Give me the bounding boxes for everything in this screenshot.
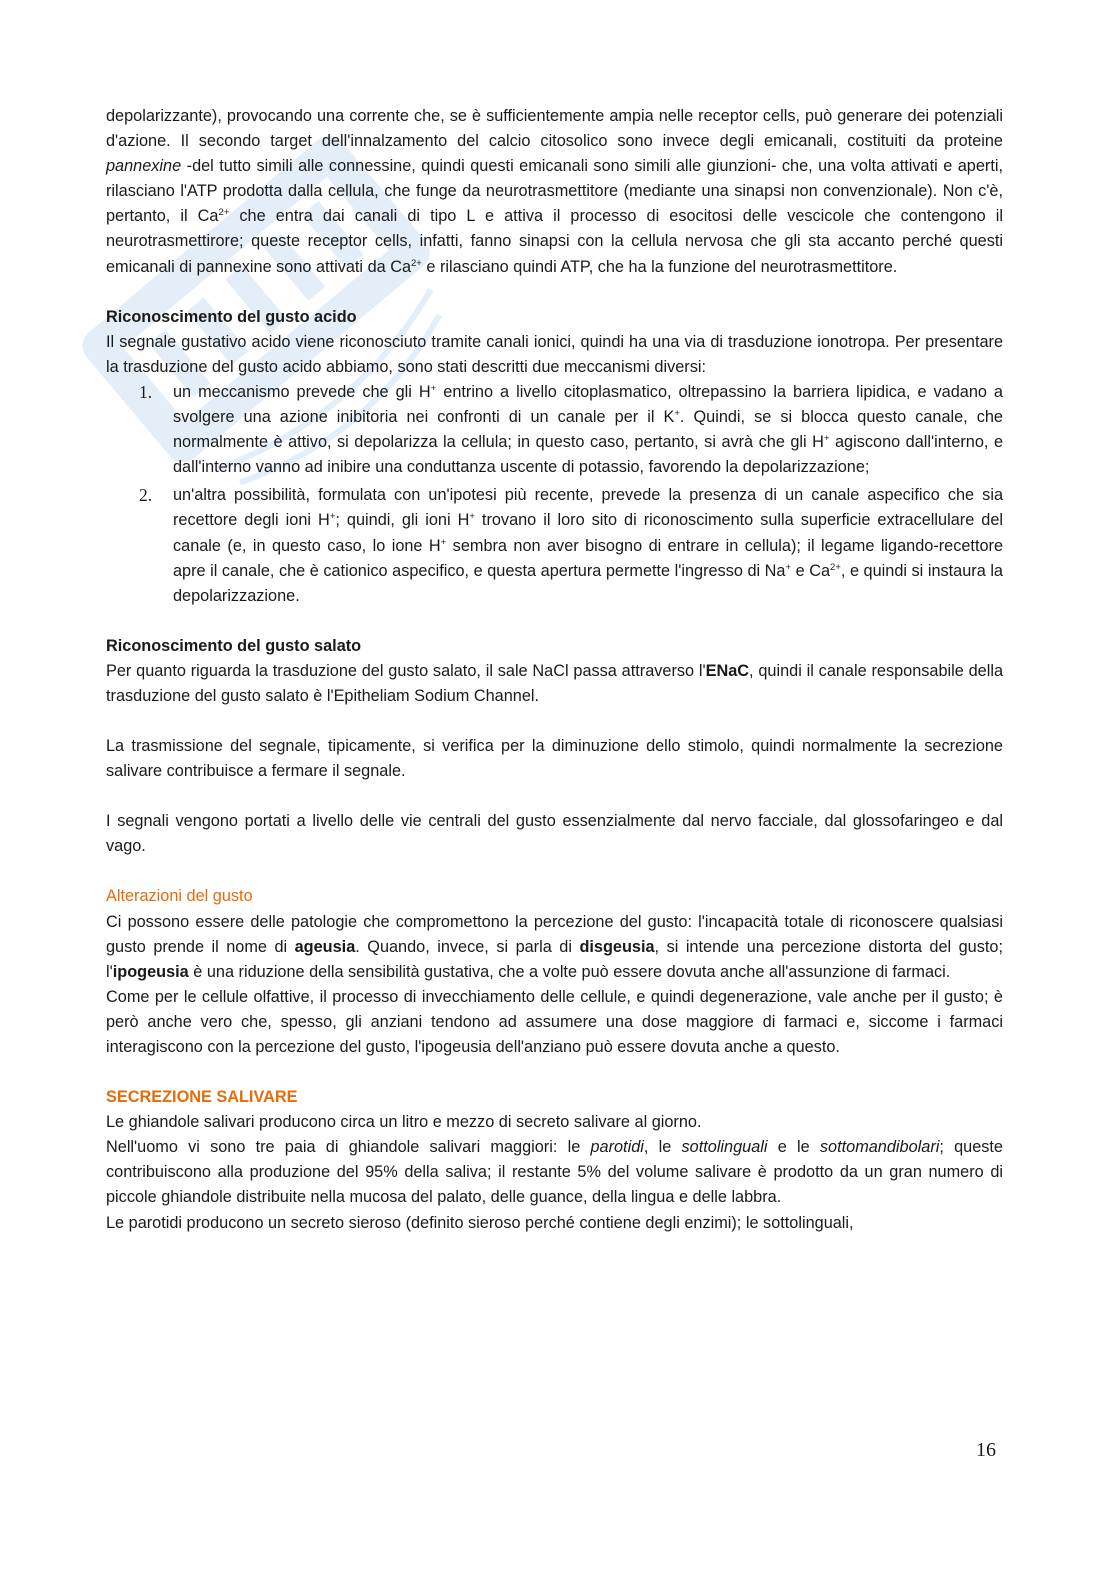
heading-alterazioni: Alterazioni del gusto [106, 887, 253, 906]
intro-paragraph: depolarizzante), provocando una corrente che, se è sufficientemente ampia nelle receptor cells, può generare dei potenziali d'azione. Il secondo target dell'innalzamento del calcio citosolico sono invece degli emicanali, costituiti da proteine pannexine -del tutto simili alle connessine, quindi questi emicanali sono simili alle giunzioni- che, una volta attivati e aperti, rilasciano l'ATP prodotta dalla cellula, che funge da neurotrasmettitore (mediante una sinapsi non convenzionale). Non c'è, pertanto, il $Ca^{2+}$ che entra dai canali di tipo L e attiva il processo di esocitosi delle vescicole che contengono il neurotrasmettirore; queste receptor cells, infatti, fanno sinapsi con la cellula nervosa che gli sta accanto perché questi emicanali di pannexine sono attivati da $Ca^{2+}$ e rilasciano quindi ATP, che ha la funzione del neurotrasmettitore. [106, 107, 1003, 276]
heading-secrezione-salivare: SECREZIONE SALIVARE [106, 1088, 298, 1107]
list-item: 2. un'altra possibilità, formulata con un'ipotesi più recente, prevede la presenza di un canale aspecifico che sia recettore degli ioni H+; quindi, gli ioni H+ trovano il loro sito di riconoscimento sulla superficie extracellulare del canale (e, in questo caso, lo ione H+ sembra non aver bisogno di entrare in cellula); il legame ligando-recettore apre il canale, che è cationico aspecifico, e questa apertura permette l'ingresso di Na+ e $Ca^{2+}$, e quindi si instaura la depolarizzazione. [139, 485, 1004, 605]
salato-paragraph: Per quanto riguarda la trasduzione del gusto salato, il sale NaCl passa attraverso l'ENaC, quindi il canale responsabile della trasduzione del gusto salato è l'Epitheliam Sodium Channel. [106, 661, 1003, 705]
salivare-paragraph-3: Le parotidi producono un secreto sieroso (definito sieroso perché contiene degli enzimi); le sottolinguali, [106, 1213, 854, 1232]
alterazioni-paragraph: Ci possono essere delle patologie che compromettono la percezione del gusto: l'incapacità totale di riconoscere qualsiasi gusto prende il nome di ageusia. Quando, invece, si parla di disgeusia, si intende una percezione distorta del gusto; l'ipogeusia è una riduzione della sensibilità gustativa, che a volte può essere dovuta anche all'assunzione di farmaci. [106, 912, 1003, 981]
salivare-paragraph-1: Le ghiandole salivari producono circa un litro e mezzo di secreto salivare al giorno. [106, 1113, 702, 1132]
salivare-paragraph-2: Nell'uomo vi sono tre paia di ghiandole salivari maggiori: le parotidi, le sottolinguali e le sottomandibolari; queste contribuiscono alla produzione del 95% della saliva; il restante 5% del volume salivare è prodotto da un gran numero di piccole ghiandole distribuite nella mucosa del palato, delle guance, della lingua e delle labbra. [106, 1138, 1003, 1207]
document-body [106, 104, 1003, 1236]
invecchiamento-paragraph: Come per le cellule olfattive, il processo di invecchiamento delle cellule, e quindi degenerazione, vale anche per il gusto; è però anche vero che, spesso, gli anziani tendono ad assumere una dose maggiore di farmaci e, siccome i farmaci interagiscono con la percezione del gusto, l'ipogeusia dell'anziano può essere dovuta anche a questo. [106, 987, 1003, 1056]
list-item: 1. un meccanismo prevede che gli H+ entrino a livello citoplasmatico, oltrepassino la barriera lipidica, e vadano a svolgere una azione inibitoria nei confronti di un canale per il K+. Quindi, se si blocca questo canale, che normalmente è attivo, si depolarizza la cellula; in questo caso, pertanto, si avrà che gli H+ agiscono dall'interno, e dall'interno vanno ad inibire una conduttanza uscente di potassio, favorendo la depolarizzazione; [139, 381, 1004, 477]
heading-gusto-acido: Riconoscimento del gusto acido [106, 307, 357, 326]
acido-paragraph: Il segnale gustativo acido viene riconosciuto tramite canali ionici, quindi ha una via di trasduzione ionotropa. Per presentare la trasduzione del gusto acido abbiamo, sono stati descritti due meccanismi diversi: [106, 332, 1003, 376]
acido-mechanisms-list [106, 380, 1003, 609]
heading-gusto-salato: Riconoscimento del gusto salato [106, 636, 362, 655]
segnali-paragraph: I segnali vengono portati a livello delle vie centrali del gusto essenzialmente dal nervo facciale, dal glossofaringeo e dal vago. [106, 812, 1003, 856]
page-number: 16 [976, 1439, 996, 1461]
trasmissione-paragraph: La trasmissione del segnale, tipicamente, si verifica per la diminuzione dello stimolo, quindi normalmente la secrezione salivare contribuisce a fermare il segnale. [106, 737, 1003, 781]
